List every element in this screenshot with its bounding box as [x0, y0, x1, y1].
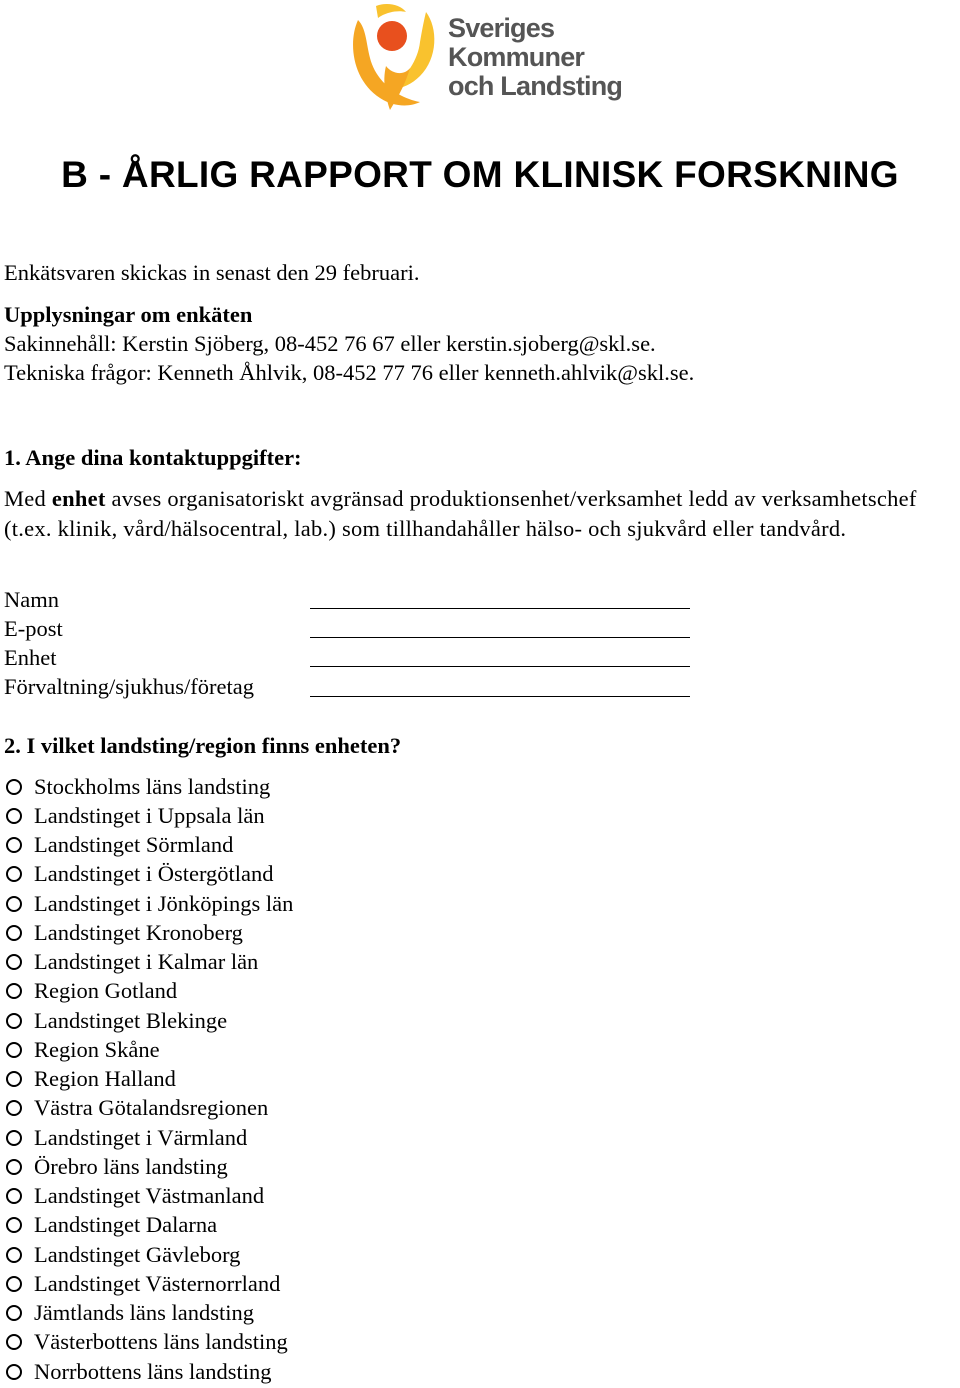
- radio-button-icon[interactable]: [6, 896, 22, 912]
- region-option-label: Örebro läns landsting: [34, 1153, 228, 1179]
- unit-field-label: Enhet: [4, 645, 57, 670]
- content-contact-text: Sakinnehåll: Kerstin Sjöberg, 08-452 76 67 eller kerstin.sjoberg@skl.se.: [4, 331, 656, 356]
- unit-field[interactable]: [310, 666, 690, 667]
- radio-button-icon[interactable]: [6, 1364, 22, 1380]
- region-option-label: Stockholms läns landsting: [34, 773, 271, 799]
- section-2-heading: 2. I vilket landsting/region finns enheten?: [4, 733, 402, 758]
- radio-button-icon[interactable]: [6, 983, 22, 999]
- region-option-label: Västra Götalandsregionen: [34, 1095, 269, 1121]
- region-option[interactable]: [4, 772, 293, 801]
- radio-button-icon[interactable]: [6, 1013, 22, 1029]
- radio-button-icon[interactable]: [6, 954, 22, 970]
- radio-button-icon[interactable]: [6, 779, 22, 795]
- unit-definition-paragraph: [4, 484, 960, 543]
- region-option[interactable]: [4, 1006, 293, 1035]
- logo-emblem-icon: [346, 2, 446, 114]
- region-option[interactable]: [4, 977, 293, 1006]
- radio-button-icon[interactable]: [6, 1217, 22, 1233]
- region-option-label: Landstinget Gävleborg: [34, 1241, 241, 1267]
- region-option-label: Region Halland: [34, 1066, 176, 1092]
- region-option[interactable]: [4, 1269, 293, 1298]
- region-option-label: Landstinget Västernorrland: [34, 1270, 281, 1296]
- radio-button-icon[interactable]: [6, 1130, 22, 1146]
- region-option-label: Landstinget Sörmland: [34, 832, 234, 858]
- region-option-label: Landstinget Dalarna: [34, 1212, 218, 1238]
- region-option[interactable]: [4, 1240, 293, 1269]
- unit-definition-rest: avses organisatoriskt avgränsad produktionsenhet/verksamhet ledd av verksamhetschef (t.ex. klinik, vård/hälsocentral, lab.) som tillhandahåller hälso- och sjukvård eller tandvård.: [4, 486, 917, 541]
- region-option[interactable]: [4, 1182, 293, 1211]
- radio-button-icon[interactable]: [6, 1159, 22, 1175]
- organization-field[interactable]: [310, 696, 690, 697]
- region-option-label: Landstinget i Värmland: [34, 1124, 248, 1150]
- region-option[interactable]: [4, 1123, 293, 1152]
- region-option[interactable]: [4, 948, 293, 977]
- deadline-text: Enkätsvaren skickas in senast den 29 februari.: [4, 260, 420, 285]
- logo-line-2: Kommuner: [448, 42, 585, 72]
- region-option[interactable]: [4, 1299, 293, 1328]
- radio-button-icon[interactable]: [6, 866, 22, 882]
- region-option-label: Jämtlands läns landsting: [34, 1300, 254, 1326]
- radio-button-icon[interactable]: [6, 808, 22, 824]
- region-option[interactable]: [4, 889, 293, 918]
- region-option-label: Landstinget Blekinge: [34, 1007, 228, 1033]
- logo-line-3: och Landsting: [448, 71, 623, 101]
- region-option-label: Region Gotland: [34, 978, 178, 1004]
- logo-line-1: Sveriges: [448, 13, 555, 43]
- radio-button-icon[interactable]: [6, 1042, 22, 1058]
- region-option[interactable]: [4, 1035, 293, 1064]
- document-title: B - ÅRLIG RAPPORT OM KLINISK FORSKNING: [61, 154, 899, 195]
- region-option[interactable]: [4, 1065, 293, 1094]
- region-option-label: Landstinget i Östergötland: [34, 861, 274, 887]
- email-field[interactable]: [310, 637, 690, 638]
- region-option-label: Landstinget i Kalmar län: [34, 949, 259, 975]
- radio-button-icon[interactable]: [6, 1247, 22, 1263]
- organization-logo: [346, 2, 626, 114]
- region-option-label: Västerbottens läns landsting: [34, 1329, 288, 1355]
- region-option[interactable]: [4, 1328, 293, 1357]
- region-option-label: Landstinget i Jönköpings län: [34, 890, 294, 916]
- region-option[interactable]: [4, 1152, 293, 1181]
- region-option[interactable]: [4, 801, 293, 830]
- radio-button-icon[interactable]: [6, 1305, 22, 1321]
- name-field-label: Namn: [4, 587, 59, 612]
- region-option[interactable]: [4, 860, 293, 889]
- region-option-label: Landstinget Västmanland: [34, 1183, 265, 1209]
- region-option[interactable]: [4, 1357, 293, 1386]
- organization-field-label: Förvaltning/sjukhus/företag: [4, 674, 254, 699]
- region-option-label: Norrbottens läns landsting: [34, 1358, 272, 1384]
- region-option[interactable]: [4, 918, 293, 947]
- radio-button-icon[interactable]: [6, 1334, 22, 1350]
- name-field[interactable]: [310, 608, 690, 609]
- section-1-heading: 1. Ange dina kontaktuppgifter:: [4, 445, 302, 470]
- radio-button-icon[interactable]: [6, 1276, 22, 1292]
- info-heading: Upplysningar om enkäten: [4, 302, 253, 327]
- tech-contact-text: Tekniska frågor: Kenneth Åhlvik, 08-452 77 76 eller kenneth.ahlvik@skl.se.: [4, 360, 695, 385]
- region-option[interactable]: [4, 1094, 293, 1123]
- radio-button-icon[interactable]: [6, 1188, 22, 1204]
- unit-definition-term: enhet: [51, 486, 106, 511]
- radio-button-icon[interactable]: [6, 837, 22, 853]
- radio-button-icon[interactable]: [6, 1100, 22, 1116]
- region-option[interactable]: [4, 1211, 293, 1240]
- radio-button-icon[interactable]: [6, 925, 22, 941]
- logo-wordmark: [448, 14, 622, 101]
- region-option-label: Landstinget i Uppsala län: [34, 802, 265, 828]
- region-option[interactable]: [4, 831, 293, 860]
- region-options-list: [4, 772, 293, 1386]
- radio-button-icon[interactable]: [6, 1071, 22, 1087]
- region-option-label: Region Skåne: [34, 1036, 160, 1062]
- region-option-label: Landstinget Kronoberg: [34, 919, 243, 945]
- unit-definition-prefix: Med: [4, 486, 52, 511]
- email-field-label: E-post: [4, 616, 63, 641]
